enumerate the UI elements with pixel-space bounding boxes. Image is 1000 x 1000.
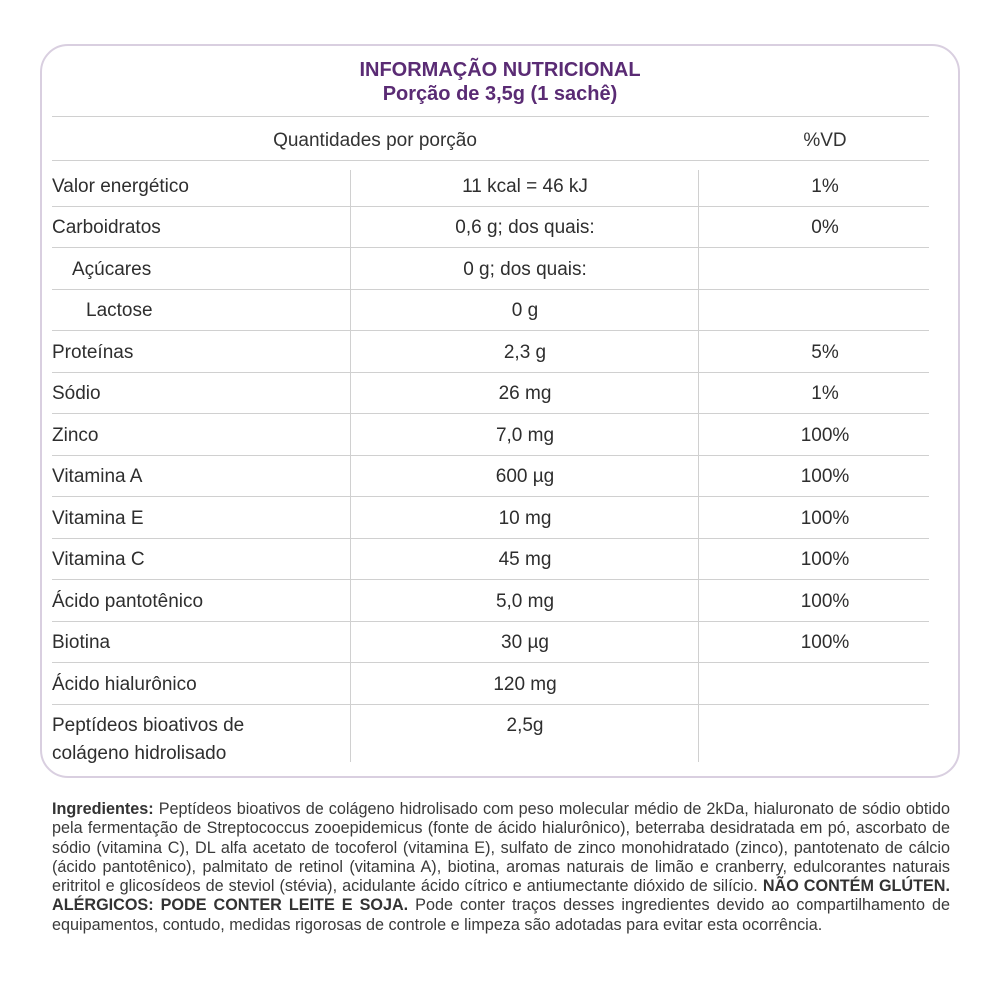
header-divider-top: [52, 116, 929, 117]
row-name-line2: colágeno hidrolisado: [52, 743, 227, 764]
row-divider: [52, 330, 929, 331]
row-quantity: 26 mg: [498, 383, 552, 404]
row-divider: [52, 496, 929, 497]
row-name: Ácido pantotênico: [52, 591, 204, 612]
row-divider: [52, 704, 929, 705]
row-divider: [52, 455, 929, 456]
row-vd: 100%: [800, 508, 850, 529]
row-name: Biotina: [52, 632, 111, 653]
column-divider-2: [698, 170, 699, 762]
row-name: Açúcares: [72, 259, 152, 280]
row-vd: 100%: [800, 549, 850, 570]
row-quantity: 2,3 g: [503, 342, 547, 363]
column-divider-1: [350, 170, 351, 762]
row-vd: 5%: [811, 342, 839, 363]
row-divider: [52, 289, 929, 290]
row-quantity: 120 mg: [493, 674, 557, 695]
table-title: INFORMAÇÃO NUTRICIONAL: [359, 59, 641, 81]
row-quantity: 2,5g: [506, 715, 544, 736]
row-vd: 100%: [800, 466, 850, 487]
row-quantity: 0 g; dos quais:: [463, 259, 587, 280]
row-name: Peptídeos bioativos de: [52, 715, 245, 736]
header-divider-bottom: [52, 160, 929, 161]
ingredients-label: Ingredientes:: [52, 800, 154, 818]
row-divider: [52, 662, 929, 663]
row-vd: 100%: [800, 425, 850, 446]
row-name: Carboidratos: [52, 217, 161, 238]
row-quantity: 5,0 mg: [495, 591, 555, 612]
row-vd: 100%: [800, 591, 850, 612]
row-name: Ácido hialurônico: [52, 674, 197, 695]
row-name: Valor energético: [52, 176, 189, 197]
row-quantity: 7,0 mg: [495, 425, 555, 446]
allergen-warning: NÃO CONTÉM GLÚTEN. ALÉRGICOS: PODE CONTER LEITE E SOJA.: [52, 877, 950, 915]
row-divider: [52, 247, 929, 248]
row-quantity: 0 g: [511, 300, 539, 321]
ingredients-part-2: (fonte de ácido hialurônico), beterraba desidratada em pó, ascorbato de sódio (vitamina C), DL alfa acetato de tocoferol (vitamina E), sulfato de zinco monohidratado (zinco), pantotenato de cálcio (ácido pantotênico), palmitato de retinol (vitamina A), biotina, aromas naturais de limão e cranberry, edulcorantes naturais eritritol e glicosídeos de steviol (stévia), acidulante ácido cítrico e antiumectante dióxido de silício.: [52, 819, 950, 896]
row-quantity: 45 mg: [498, 549, 552, 570]
row-quantity: 10 mg: [498, 508, 552, 529]
row-vd: 1%: [811, 176, 839, 197]
row-quantity: 600 µg: [495, 466, 555, 487]
row-vd: 100%: [800, 632, 850, 653]
ingredients-species: Streptococcus zooepidemicus: [206, 819, 423, 838]
row-name: Proteínas: [52, 342, 134, 363]
row-quantity: 11 kcal = 46 kJ: [462, 176, 588, 197]
row-quantity: 30 µg: [501, 632, 549, 653]
row-name: Vitamina C: [52, 549, 145, 570]
row-name: Sódio: [52, 383, 101, 404]
row-divider: [52, 206, 929, 207]
ingredients-part-3: Pode conter traços desses ingredientes devido ao compartilhamento de equipamentos, contudo, medidas rigorosas de controle e limpeza são adotadas para evitar esta ocorrência.: [52, 896, 950, 934]
row-divider: [52, 579, 929, 580]
row-vd: 1%: [811, 383, 839, 404]
serving-size: Porção de 3,5g (1 sachê): [382, 83, 618, 105]
header-quantity: Quantidades por porção: [273, 130, 477, 151]
row-divider: [52, 621, 929, 622]
row-quantity: 0,6 g; dos quais:: [455, 217, 595, 238]
row-name: Zinco: [52, 425, 99, 446]
ingredients-text: [52, 800, 950, 935]
row-divider: [52, 413, 929, 414]
nutrition-table-panel: [40, 44, 960, 778]
ingredients-part-1: Peptídeos bioativos de colágeno hidrolisado com peso molecular médio de 2kDa, hialuronato de sódio obtido pela fermentação de: [52, 800, 950, 838]
header-vd: %VD: [803, 130, 847, 151]
row-vd: 0%: [811, 217, 839, 238]
row-name: Lactose: [86, 300, 153, 321]
row-name: Vitamina E: [52, 508, 144, 529]
row-name: Vitamina A: [52, 466, 143, 487]
row-divider: [52, 538, 929, 539]
row-divider: [52, 372, 929, 373]
